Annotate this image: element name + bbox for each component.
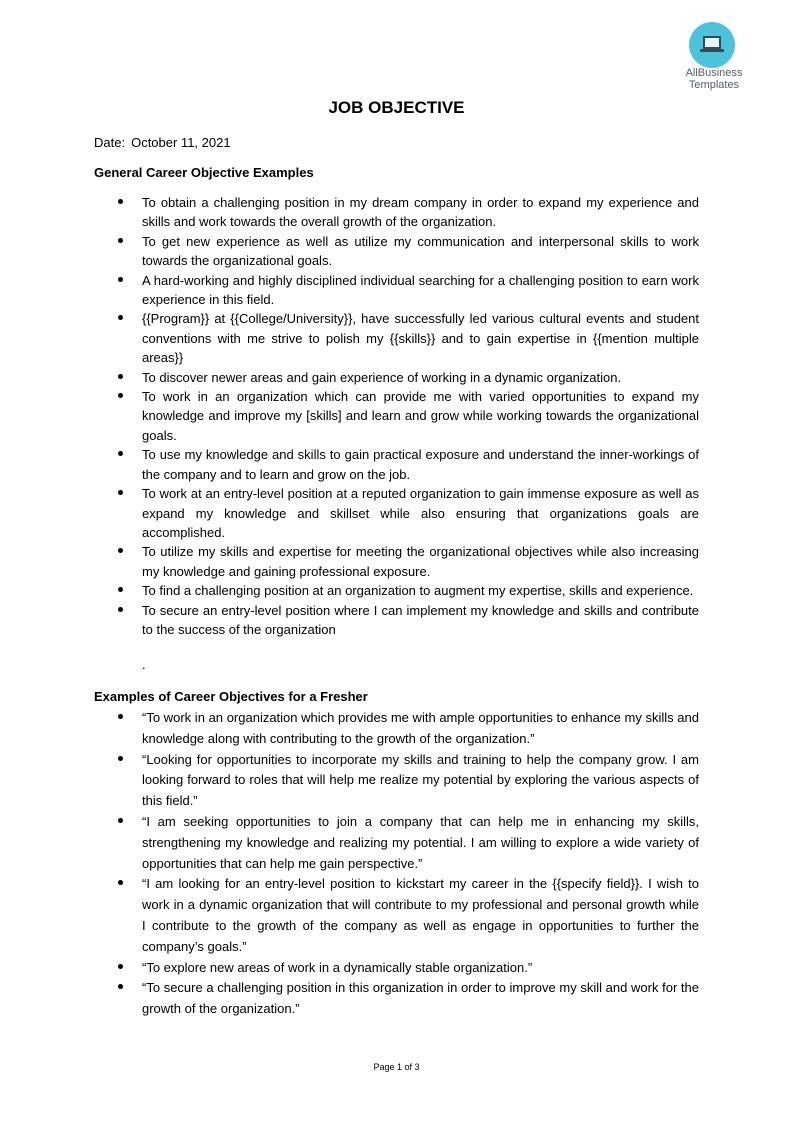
list-item: “To explore new areas of work in a dynamically stable organization.” [94,958,699,979]
list-item: “To secure a challenging position in this organization in order to improve my skill and work for the growth of the organization.” [94,978,699,1020]
allbusiness-templates-logo [676,22,752,96]
trailing-period: . [142,657,146,672]
list-item: “I am seeking opportunities to join a company that can help me in enhancing my skills, strengthening my knowledge and realizing my potential. I am willing to explore a wide variety of opportunities that can help me gain perspective.” [94,812,699,874]
list-item: To get new experience as well as utilize my communication and interpersonal skills to work towards the organizational goals. [94,232,699,271]
list-item: To work at an entry-level position at a reputed organization to gain immense exposure as well as expand my knowledge and skillset while also ensuring that organizations goals are accomplished. [94,484,699,542]
page-footer: Page 1 of 3 [373,1062,420,1072]
list-item: To secure an entry-level position where I can implement my knowledge and skills and contribute to the success of the organization [94,601,699,640]
list-item: “I am looking for an entry-level position to kickstart my career in the {{specify field}}. I wish to work in a dynamic organization that will contribute to my professional and personal growth while I contribute to the growth of the company as well as engage in opportunities to further the company’s goals.” [94,874,699,957]
list-item: To work in an organization which can provide me with varied opportunities to expand my knowledge and improve my [skills] and learn and grow while working towards the organizational goals. [94,387,699,445]
list-item: To discover newer areas and gain experience of working in a dynamic organization. [94,368,699,387]
section-heading-general: General Career Objective Examples [94,165,314,180]
date-label: Date: [94,135,126,150]
logo-line-2: Templates [688,79,740,91]
list-item: To use my knowledge and skills to gain practical exposure and understand the inner-workings of the company and to learn and grow on the job. [94,445,699,484]
list-item: To utilize my skills and expertise for meeting the organizational objectives while also increasing my knowledge and gaining professional exposure. [94,542,699,581]
list-item: {{Program}} at {{College/University}}, have successfully led various cultural events and student conventions with me strive to polish my {{skills}} and to gain expertise in {{mention multiple areas}} [94,309,699,367]
laptop-icon [700,35,724,55]
general-objectives-list [94,193,699,639]
section-heading-fresher: Examples of Career Objectives for a Fresher [94,689,368,704]
list-item: “Looking for opportunities to incorporate my skills and training to help the company grow. I am looking forward to roles that will help me realize my potential by exploring the various aspects of this field.” [94,750,699,812]
date-value: October 11, 2021 [131,135,231,150]
document-date [94,134,231,151]
logo-wordmark [676,67,752,91]
fresher-objectives-list [94,708,699,1020]
document-title: JOB OBJECTIVE [328,98,465,117]
list-item: To obtain a challenging position in my dream company in order to expand my experience and skills and work towards the overall growth of the organization. [94,193,699,232]
logo-line-1: AllBusiness [685,67,743,79]
list-item: A hard-working and highly disciplined individual searching for a challenging position to earn work experience in this field. [94,271,699,310]
list-item: To find a challenging position at an organization to augment my expertise, skills and experience. [94,581,699,600]
list-item: “To work in an organization which provides me with ample opportunities to enhance my skills and knowledge along with contributing to the growth of the organization.” [94,708,699,750]
